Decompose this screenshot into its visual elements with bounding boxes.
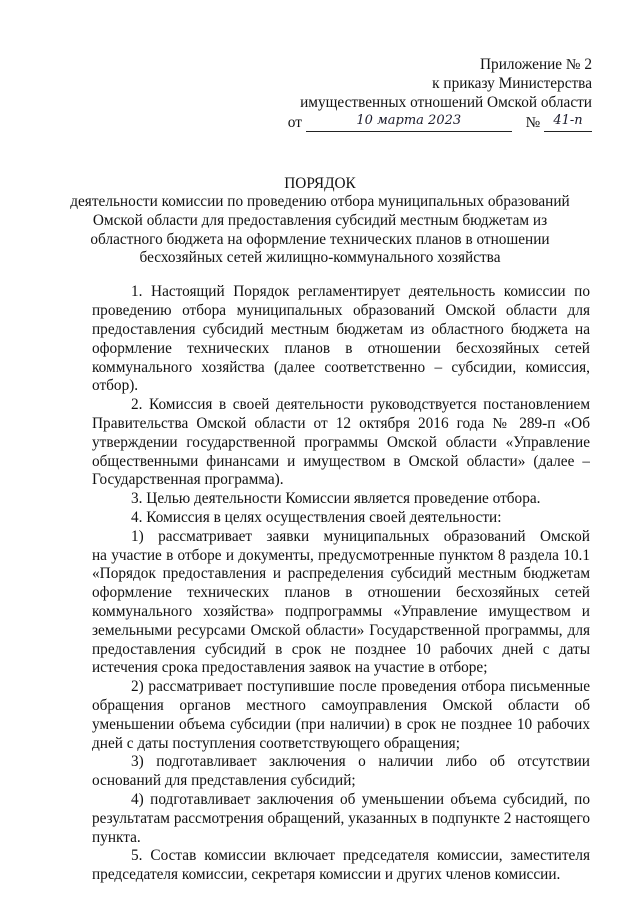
body-line: оформление технических планов в отношении бесхозяйных сетей bbox=[92, 340, 590, 357]
body-line: Правительства Омской области от 12 октября 2016 года № 289-п «Об bbox=[92, 415, 590, 432]
body-line: Государственная программа). bbox=[92, 471, 284, 488]
body-line: предоставления субсидий в срок не позднее 10 рабочих дней с даты bbox=[92, 641, 590, 658]
body-line: «Порядок предоставления и распределения субсидий местным бюджетам bbox=[92, 565, 590, 582]
body-line: 3) подготавливает заключения о наличии либо об отсутствии bbox=[131, 753, 590, 770]
body-line: 4) подготавливает заключения об уменьшении объема субсидий, по bbox=[131, 791, 590, 808]
order-date-number bbox=[288, 114, 592, 132]
body-line: 3. Целью деятельности Комиссии является проведение отбора. bbox=[131, 490, 541, 507]
order-reference: к приказу Министерства bbox=[432, 75, 592, 92]
title-line-4: бесхозяйных сетей жилищно-коммунального хозяйства bbox=[139, 249, 501, 266]
body-line: пункта. bbox=[92, 829, 141, 846]
body-line: 5. Состав комиссии включает председателя комиссии, заместителя bbox=[131, 847, 590, 864]
date-field bbox=[306, 115, 512, 132]
number-label: № bbox=[525, 114, 541, 131]
handwritten-date: 10 марта 2023 bbox=[356, 113, 462, 128]
body-line: 2. Комиссия в своей деятельности руководствуется постановлением bbox=[131, 396, 590, 413]
handwritten-number: 41-п bbox=[553, 113, 583, 128]
body-line: отбор). bbox=[92, 377, 139, 394]
body-line: председателя комиссии, секретаря комиссии и других членов комиссии. bbox=[92, 866, 561, 883]
body-line: 4. Комиссия в целях осуществления своей деятельности: bbox=[131, 509, 502, 526]
body-line: коммунального хозяйства» подпрограммы «Управление имуществом и bbox=[92, 603, 590, 620]
body-line: обращения органов местного самоуправления Омской области об bbox=[92, 697, 590, 714]
body-line: оснований для представления субсидий; bbox=[92, 772, 356, 789]
body-line: результатам рассмотрения обращений, указанных в подпункте 2 настоящего bbox=[92, 810, 590, 827]
body-line: предоставления субсидий местным бюджетам из областного бюджета на bbox=[92, 321, 590, 338]
body-line: уменьшении объема субсидии (при наличии) в срок не позднее 10 рабочих bbox=[92, 716, 590, 733]
from-label: от bbox=[287, 114, 302, 131]
body-line: утверждении государственной программы Омской области «Управление bbox=[92, 434, 590, 451]
number-field bbox=[544, 115, 592, 132]
appendix-number: Приложение № 2 bbox=[480, 56, 592, 73]
body-line: земельными ресурсами Омской области» Государственной программы, для bbox=[92, 622, 590, 639]
ministry-name: имущественных отношений Омской области bbox=[300, 94, 592, 111]
title-line-2: Омской области для предоставления субсидий местным бюджетам из bbox=[92, 212, 548, 229]
body-line: проведению отбора муниципальных образований Омской области для bbox=[92, 302, 590, 319]
title-line-3: областного бюджета на оформление технических планов в отношении bbox=[90, 231, 550, 248]
body-line: истечения срока предоставления заявок на участие в отборе; bbox=[92, 659, 488, 676]
body-line: оформление технических планов в отношении бесхозяйных сетей bbox=[92, 584, 590, 601]
body-line: коммунального хозяйства (далее соответственно – субсидии, комиссия, bbox=[92, 359, 590, 376]
body-line: 1. Настоящий Порядок регламентирует деятельность комиссии по bbox=[131, 283, 590, 300]
title-line-1: деятельности комиссии по проведению отбора муниципальных образований bbox=[70, 193, 570, 210]
body-line: дней с даты поступления соответствующего обращения; bbox=[92, 735, 460, 752]
body-line: общественными финансами и имуществом в Омской области» (далее – bbox=[92, 453, 590, 470]
body-line: на участие в отборе и документы, предусмотренные пунктом 8 раздела 10.1 bbox=[92, 547, 590, 564]
body-line: 1) рассматривает заявки муниципальных образований Омской bbox=[131, 528, 590, 545]
document-heading: ПОРЯДОК bbox=[284, 175, 356, 192]
body-line: 2) рассматривает поступившие после проведения отбора письменные bbox=[131, 678, 590, 695]
